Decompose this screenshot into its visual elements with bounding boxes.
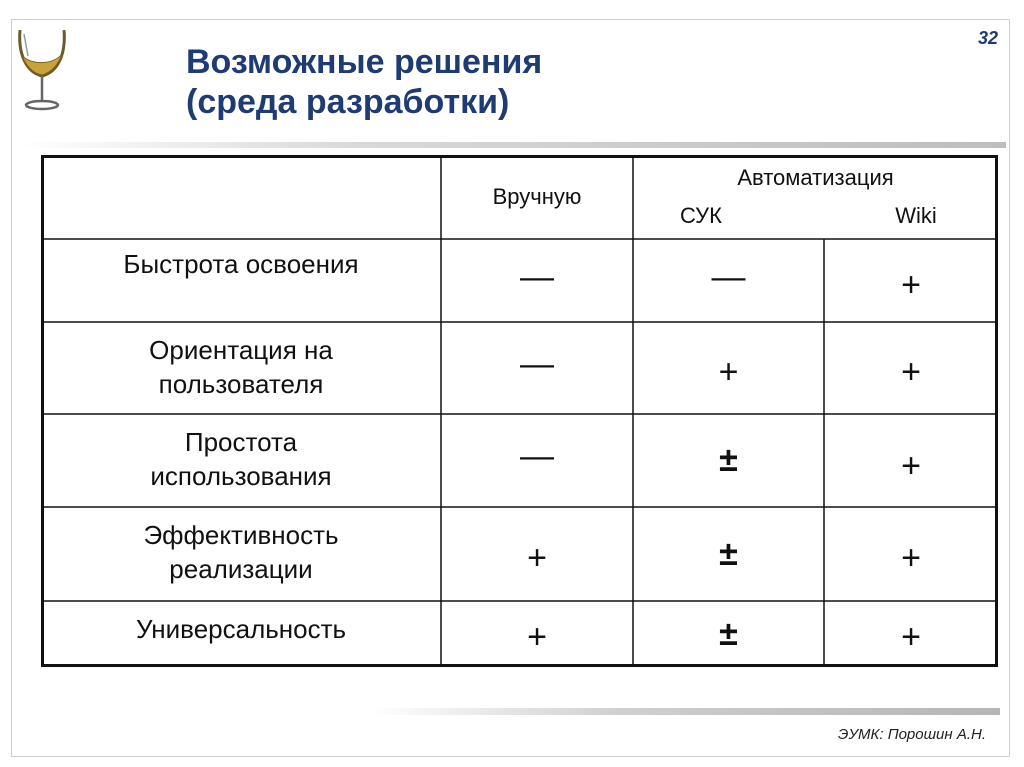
top-divider [18,142,1006,148]
cell-manual: — [520,345,554,383]
footer-author: ЭУМК: Порошин А.Н. [838,726,986,743]
cell-manual: + [527,618,547,656]
comparison-table [41,155,998,667]
page-number: 32 [977,28,998,48]
cell-wiki: + [901,539,921,577]
row-label: Быстрота освоения [123,249,359,279]
cell-suk: + [718,353,739,391]
cell-suk: ± [719,535,738,573]
bottom-divider [370,708,1000,715]
header-automation: Автоматизация [737,165,894,190]
row-label: Простота использования [150,427,332,491]
cell-suk: — [711,258,746,296]
title-line-1: Возможные решения [186,43,543,81]
title-line-2: (среда разработки) [186,83,510,121]
slide-title [186,42,542,122]
cell-manual: + [527,539,547,577]
row-label: Эффективность реализации [143,520,339,584]
header-suk: СУК [680,203,722,228]
cell-wiki: + [901,353,921,391]
header-manual: Вручную [492,184,582,209]
row-label: Ориентация на пользователя [149,335,333,399]
cell-suk: ± [719,441,738,479]
header-wiki: Wiki [895,203,937,228]
cell-wiki: + [901,447,921,485]
cell-manual: — [520,258,554,296]
cell-wiki: + [901,266,921,304]
cell-wiki: + [901,618,921,656]
cell-suk: ± [719,615,738,653]
row-label: Универсальность [135,614,347,644]
cell-manual: — [520,437,554,475]
wine-glass-logo [14,26,70,112]
